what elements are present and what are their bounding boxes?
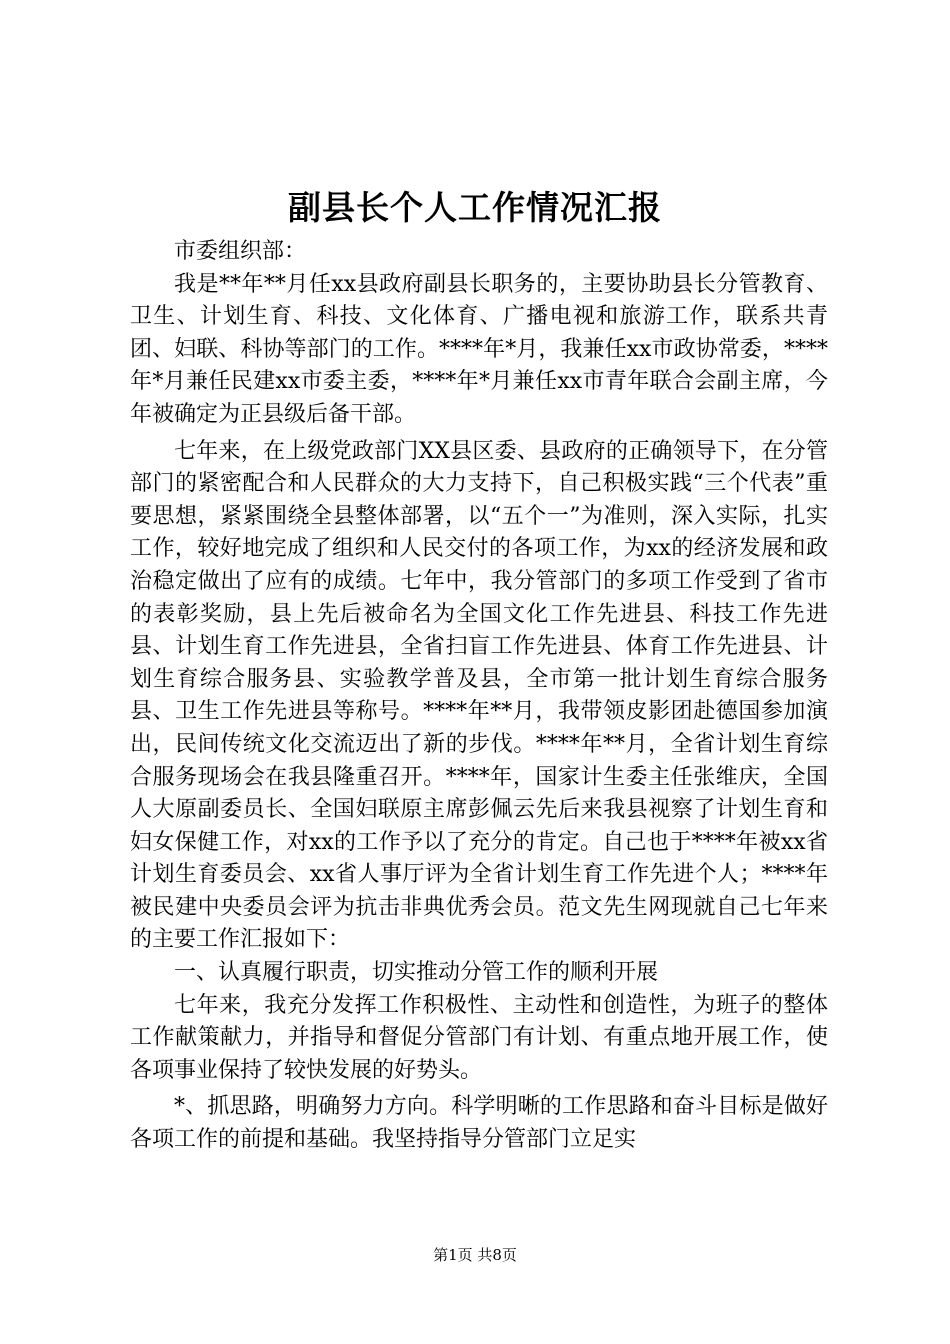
document-title: 副县长个人工作情况汇报: [288, 188, 662, 227]
paragraph-intro: 我是**年**月任xx县政府副县长职务的，主要协助县长分管教育、卫生、计划生育、科技、文化体育、广播电视和旅游工作，联系共青团、妇联、科协等部门的工作。****年*月，我兼任xx市政协常委，****年*月兼任民建xx市委主委，****年*月兼任xx市青年联合会副主席，今年被确定为正县级后备干部。: [130, 271, 828, 427]
paragraph-achievements: 七年来，在上级党政部门XX县区委、县政府的正确领导下，在分管部门的紧密配合和人民群众的大力支持下，自己积极实践“三个代表”重要思想，紧紧围绕全县整体部署，以“五个一”为准则，深入实际，扎实工作，较好地完成了组织和人民交付的各项工作，为xx的经济发展和政治稳定做出了应有的成绩。七年中，我分管部门的多项工作受到了省市的表彰奖励，县上先后被命名为全国文化工作先进县、科技工作先进县、计划生育工作先进县，全省扫盲工作先进县、体育工作先进县、计划生育综合服务县、实验教学普及县，全市第一批计划生育综合服务县、卫生工作先进县等称号。****年**月，我带领皮影团赴德国参加演出，民间传统文化交流迈出了新的步伐。****年**月，全省计划生育综合服务现场会在我县隆重召开。****年，国家计生委主任张维庆，全国人大原副委员长、全国妇联原主席彭佩云先后来我县视察了计划生育和妇女保健工作，对xx的工作予以了充分的肯定。自己也于****年被xx省计划生育委员会、xx省人事厅评为全省计划生育工作先进个人；****年被民建中央委员会评为抗击非典优秀会员。范文先生网现就自己七年来的主要工作汇报如下：: [130, 438, 828, 953]
paragraph-item-1: *、抓思路，明确努力方向。科学明晰的工作思路和奋斗目标是做好各项工作的前提和基础。我坚持指导分管部门立足实: [130, 1094, 828, 1153]
page-number-footer: 第1页 共8页: [433, 1246, 517, 1264]
salutation: 市委组织部：: [174, 239, 307, 264]
document-body: [130, 236, 828, 1157]
paragraph-section-1: 七年来，我充分发挥工作积极性、主动性和创造性，为班子的整体工作献策献力，并指导和督促分管部门有计划、有重点地开展工作，使各项事业保持了较快发展的好势头。: [130, 992, 828, 1083]
section-heading-1: 一、认真履行职责，切实推动分管工作的顺利开展: [174, 960, 659, 986]
